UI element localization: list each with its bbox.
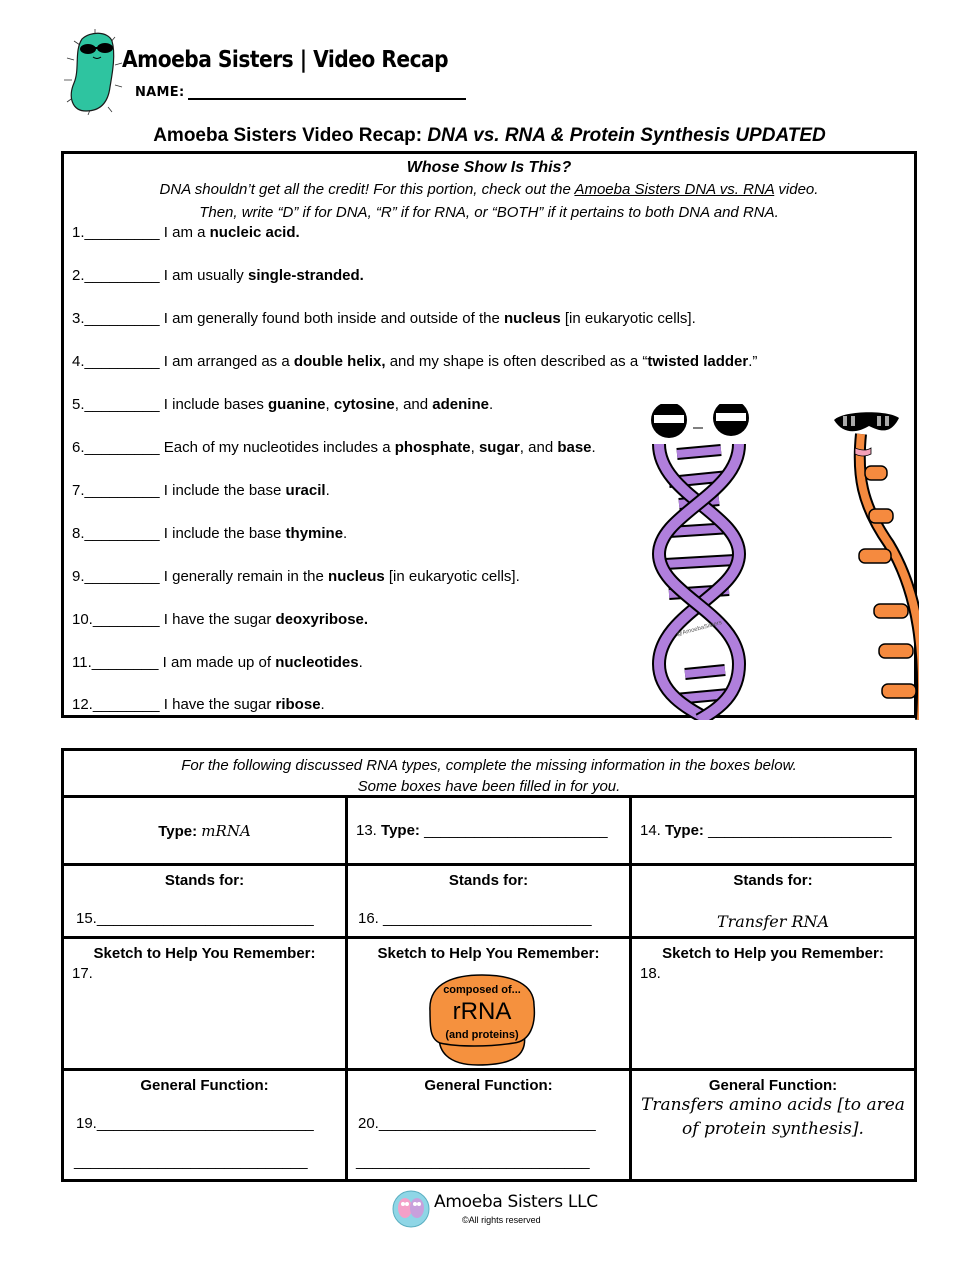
stands-for-label: Stands for: [733, 872, 813, 889]
dna-rung [665, 560, 735, 564]
question-item [72, 568, 520, 585]
question-number: 3. [72, 310, 85, 327]
question-text: . [320, 696, 325, 713]
question-number: 4. [72, 353, 85, 370]
type-row [64, 798, 914, 866]
question-number: 10. [72, 611, 93, 628]
function-row [64, 1071, 914, 1179]
answer-blank[interactable]: _________ [84, 568, 160, 585]
stands-for-cell-2 [348, 866, 632, 936]
name-label: NAME: [135, 85, 185, 100]
question-number: 8. [72, 525, 85, 542]
question-text: [in eukaryotic cells]. [560, 310, 696, 327]
question-text: I include the base [159, 482, 286, 499]
answer-blank[interactable]: ________ [92, 696, 160, 713]
key-term: guanine [268, 396, 326, 413]
answer-blank-20[interactable]: 20.__________________________ [358, 1115, 596, 1132]
stands-for-label: Stands for: [448, 872, 529, 889]
dna-rna-illustration [629, 404, 919, 720]
type-label: Type: [381, 822, 420, 839]
stands-for-cell-3 [632, 866, 914, 936]
key-term: adenine [432, 396, 489, 413]
question-item [72, 696, 325, 713]
type-cell-mrna [64, 798, 348, 863]
function-label: General Function: [708, 1077, 838, 1094]
question-item [72, 267, 364, 284]
dna-rung [677, 450, 721, 454]
instruction-line-1: For the following discussed RNA types, complete the missing information in the boxes below. [181, 757, 797, 774]
instruction-line-1 [64, 181, 914, 198]
ribosome-line-1: composed of... [443, 984, 521, 996]
instruction-text: video. [774, 181, 819, 198]
document-title [0, 125, 979, 147]
answer-blank-20-line-2[interactable]: ____________________________ [356, 1153, 590, 1170]
key-term: nucleus [328, 568, 385, 585]
name-input-line[interactable] [188, 86, 466, 100]
question-text: , [470, 439, 479, 456]
question-text: . [591, 439, 596, 456]
svg-text:@AmoebaSisters: @AmoebaSisters [675, 620, 723, 638]
copyright-text: ©All rights reserved [462, 1215, 541, 1225]
document-title-topic: DNA vs. RNA & Protein Synthesis UPDATED [427, 125, 826, 146]
whose-show-section [61, 151, 917, 718]
question-number: 6. [72, 439, 85, 456]
dna-rung [685, 670, 725, 674]
question-item [72, 439, 596, 456]
question-number: 14. [640, 822, 661, 839]
question-text: . [488, 396, 494, 413]
type-label: Type: [158, 823, 198, 840]
question-text: . [325, 482, 330, 499]
question-item [72, 396, 493, 413]
answer-blank-14[interactable]: ______________________ [708, 822, 892, 839]
key-term: base [557, 439, 592, 456]
function-cell-1 [64, 1071, 348, 1179]
question-item [72, 654, 363, 671]
question-text: . [358, 654, 363, 671]
question-text: I am usually [159, 267, 248, 284]
question-number: 17. [72, 965, 93, 982]
ribosome-icon [418, 971, 548, 1067]
key-term: phosphate [394, 439, 471, 456]
question-text: I am arranged as a [159, 353, 294, 370]
question-text: , and [394, 396, 433, 413]
answer-blank-19[interactable]: 19.__________________________ [76, 1115, 314, 1132]
table-instructions [64, 751, 914, 798]
stands-for-label: Stands for: [164, 872, 245, 889]
stands-for-row [64, 866, 914, 939]
dna-character-icon [651, 404, 749, 720]
answer-blank[interactable]: _________ [84, 525, 160, 542]
question-text: I include bases [159, 396, 269, 413]
key-term: sugar [478, 439, 520, 456]
question-text: I have the sugar [159, 611, 276, 628]
key-term: double helix, [293, 353, 386, 370]
worksheet-header [60, 25, 480, 115]
question-text: I have the sugar [159, 696, 276, 713]
function-label: General Function: [424, 1077, 553, 1094]
sketch-label: Sketch to Help You Remember: [93, 945, 316, 962]
function-cell-2 [348, 1071, 632, 1179]
question-text: I generally remain in the [159, 568, 329, 585]
function-cell-3 [632, 1071, 914, 1179]
footer [392, 1190, 612, 1232]
instruction-line-2: Some boxes have been filled in for you. [357, 778, 621, 795]
question-text: I am generally found both inside and outside of the [159, 310, 505, 327]
key-term: deoxyribose. [275, 611, 369, 628]
section-heading: Whose Show Is This? [406, 159, 572, 176]
key-term: uracil [285, 482, 326, 499]
question-item [72, 482, 330, 499]
sketch-label: Sketch to Help You Remember: [377, 945, 600, 962]
question-text: Each of my nucleotides includes a [159, 439, 395, 456]
question-text: [in eukaryotic cells]. [384, 568, 520, 585]
answer-blank[interactable]: ________ [91, 654, 159, 671]
answer-blank-13[interactable]: ______________________ [424, 822, 608, 839]
key-term: twisted ladder [647, 353, 749, 370]
ribosome-line-3: (and proteins) [445, 1029, 519, 1041]
document-title-prefix: Amoeba Sisters Video Recap: [153, 125, 428, 146]
stands-for-cell-1 [64, 866, 348, 936]
question-number: 11. [72, 654, 92, 671]
answer-blank[interactable]: ________ [92, 611, 160, 628]
question-item [72, 611, 368, 628]
answer-blank[interactable]: _________ [84, 224, 160, 241]
instruction-line-2: Then, write “D” if for DNA, “R” if for RNA, or “BOTH” if it pertains to both DNA and RNA. [199, 204, 779, 221]
sketch-label: Sketch to Help you Remember: [662, 945, 884, 962]
video-link[interactable]: Amoeba Sisters DNA vs. RNA [574, 181, 775, 198]
answer-blank[interactable]: _________ [84, 439, 160, 456]
answer-blank[interactable]: _________ [84, 310, 160, 327]
sketch-row [64, 939, 914, 1071]
function-label: General Function: [140, 1077, 269, 1094]
key-term: thymine [285, 525, 344, 542]
answer-blank-15[interactable]: 15.__________________________ [76, 910, 314, 927]
question-text: and my shape is often described as a “ [385, 353, 648, 370]
key-term: nucleotides [275, 654, 359, 671]
type-value: mRNA [201, 822, 251, 840]
name-field-row [135, 85, 466, 100]
question-item [72, 224, 300, 241]
question-text: , and [519, 439, 558, 456]
answer-blank[interactable]: _________ [84, 267, 160, 284]
amoeba-sisters-logo-icon [392, 1190, 430, 1228]
answer-blank[interactable]: _________ [84, 482, 160, 499]
question-item [72, 310, 696, 327]
question-number: 9. [72, 568, 85, 585]
instruction-text: DNA shouldn’t get all the credit! For this portion, check out the [159, 181, 575, 198]
answer-blank[interactable]: _________ [84, 353, 160, 370]
key-term: ribose [275, 696, 321, 713]
key-term: cytosine [333, 396, 395, 413]
rna-character-icon [834, 412, 919, 720]
question-number: 7. [72, 482, 85, 499]
function-value-line-2: of protein synthesis]. [682, 1119, 864, 1139]
sketch-cell-2 [348, 939, 632, 1068]
company-name: Amoeba Sisters LLC [434, 1192, 598, 1212]
key-term: single-stranded. [247, 267, 364, 284]
brand-title: Amoeba Sisters | Video Recap [122, 47, 449, 73]
sketch-cell-1 [64, 939, 348, 1068]
function-value-line-1: Transfers amino acids [to area [641, 1095, 905, 1115]
question-number: 12. [72, 696, 93, 713]
question-text: . [343, 525, 348, 542]
question-text: I include the base [159, 525, 286, 542]
answer-blank[interactable]: _________ [84, 396, 160, 413]
type-cell-13 [348, 798, 632, 863]
question-number: 2. [72, 267, 85, 284]
question-text: , [325, 396, 334, 413]
ribosome-line-2: rRNA [452, 998, 512, 1025]
key-term: nucleus [504, 310, 561, 327]
question-number: 18. [640, 965, 661, 982]
type-label: Type: [665, 822, 704, 839]
question-text: .” [748, 353, 758, 370]
key-term: nucleic acid. [209, 224, 300, 241]
question-item [72, 525, 347, 542]
type-cell-14 [632, 798, 914, 863]
answer-blank-19-line-2[interactable]: ____________________________ [74, 1153, 308, 1170]
question-item [72, 353, 757, 370]
answer-blank-16[interactable]: 16. _________________________ [358, 910, 592, 927]
sketch-cell-3 [632, 939, 914, 1068]
question-text: I am a [159, 224, 210, 241]
question-text: I am made up of [158, 654, 276, 671]
question-number: 13. [356, 822, 377, 839]
stands-for-value: Transfer RNA [716, 912, 830, 931]
question-number: 1. [72, 224, 85, 241]
rna-types-table [61, 748, 917, 1182]
question-number: 5. [72, 396, 85, 413]
